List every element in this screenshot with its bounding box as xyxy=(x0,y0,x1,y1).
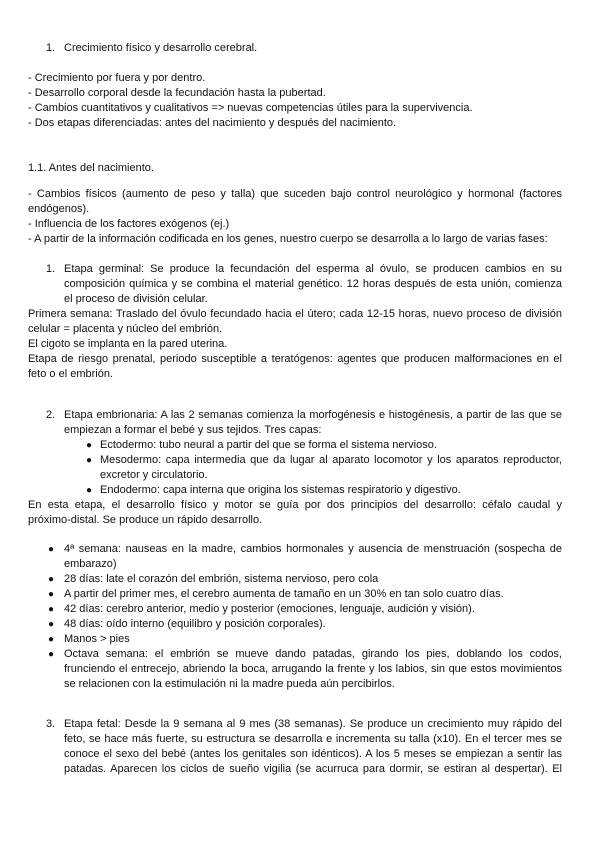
fetal-line-1: Etapa fetal: Desde la 9 semana al 9 mes (38 semanas). Se produce un crecimiento muy rápido del xyxy=(64,718,562,730)
germinal-note-4: Etapa de riesgo prenatal, periodo susceptible a teratógenos: agentes que producen malformaciones en el xyxy=(28,353,562,365)
milestone-octava-semana-cont-1: frunciendo el entrecejo, abriendo la boca, arrugando la frente y los labios, sin que estos movimientos xyxy=(64,663,562,675)
intro-line-4: - Dos etapas diferenciadas: antes del nacimiento y después del nacimiento. xyxy=(28,117,397,129)
milestone-bullet-1: ● xyxy=(48,544,55,555)
subsection-heading: 1.1. Antes del nacimiento. xyxy=(28,162,154,174)
embrionaria-line-1: Etapa embrionaria: A las 2 semanas comienza la morfogénesis e histogénesis, a partir de las que se xyxy=(64,409,562,421)
germinal-line-3: el proceso de división celular. xyxy=(64,293,208,305)
milestone-manos-pies: Manos > pies xyxy=(64,633,130,645)
milestone-bullet-6: ● xyxy=(48,634,55,645)
milestone-bullet-5: ● xyxy=(48,619,55,630)
milestone-bullet-2: ● xyxy=(48,574,55,585)
germinal-note-3: El cigoto se implanta en la pared uterina. xyxy=(28,338,228,350)
germinal-note-1: Primera semana: Traslado del óvulo fecundado hacia el útero; cada 12-15 horas, nuevo proceso de división xyxy=(28,308,562,320)
sub-intro-line-3: - Influencia de los factores exógenos (ej.) xyxy=(28,218,230,230)
layer-endodermo: Endodermo: capa interna que origina los sistemas respiratorio y digestivo. xyxy=(100,484,461,496)
intro-line-1: - Crecimiento por fuera y por dentro. xyxy=(28,72,206,84)
milestone-bullet-7: ● xyxy=(48,649,55,660)
embrionaria-note-1: En esta etapa, el desarrollo físico y motor se guía por dos principios del desarrollo: céfalo caudal y xyxy=(28,499,562,511)
intro-line-3: - Cambios cuantitativos y cualitativos => nuevas competencias útiles para la supervivencia. xyxy=(28,102,473,114)
embrionaria-number: 2. xyxy=(46,409,56,421)
layer-mesodermo: Mesodermo: capa intermedia que da lugar al aparato locomotor y los aparatos reproductor, xyxy=(100,454,562,466)
germinal-line-2: composición química y se combina el material genético. 12 horas después de esta unión, comienza xyxy=(64,278,562,290)
layer-bullet-3: ● xyxy=(86,485,93,496)
sub-intro-line-1: - Cambios físicos (aumento de peso y talla) que suceden bajo control neurológico y hormonal (factores xyxy=(28,188,562,200)
germinal-note-5: feto o el embrión. xyxy=(28,368,113,380)
embrionaria-line-2: empiezan a formar el bebé y sus tejidos. Tres capas: xyxy=(64,424,322,436)
milestone-bullet-4: ● xyxy=(48,604,55,615)
fetal-line-3: conoce el sexo del bebé (antes los genitales son idénticos). A los 5 meses se empiezan a sentir las xyxy=(64,748,562,760)
sub-intro-line-4: - A partir de la información codificada en los genes, nuestro cuerpo se desarrolla a lo largo de varias fases: xyxy=(28,233,548,245)
intro-line-2: - Desarrollo corporal desde la fecundación hasta la pubertad. xyxy=(28,87,326,99)
layer-bullet-1: ● xyxy=(86,440,93,451)
milestone-octava-semana-cont-2: se relacionen con la estimulación ni la madre pueda aún percibirlos. xyxy=(64,678,395,690)
milestone-28-dias: 28 días: late el corazón del embrión, sistema nervioso, pero cola xyxy=(64,573,379,585)
milestone-primer-mes: A partir del primer mes, el cerebro aumenta de tamaño en un 30% en tan solo cuatro días. xyxy=(64,588,504,600)
sub-intro-line-2: endógenos). xyxy=(28,203,90,215)
germinal-number: 1. xyxy=(46,263,56,275)
layer-ectodermo: Ectodermo: tubo neural a partir del que se forma el sistema nervioso. xyxy=(100,439,437,451)
milestone-4-semana: 4ª semana: nauseas en la madre, cambios hormonales y ausencia de menstruación (sospecha de xyxy=(64,543,562,555)
milestone-bullet-3: ● xyxy=(48,589,55,600)
embrionaria-note-2: próximo-distal. Se produce un rápido desarrollo. xyxy=(28,514,263,526)
fetal-line-4: patadas. Aparecen los ciclos de sueño vigilia (se acurruca para dormir, se estiran al despertar). El xyxy=(64,763,562,775)
milestone-octava-semana: Octava semana: el embrión se mueve dando patadas, girando los pies, doblando los codos, xyxy=(64,648,562,660)
fetal-line-2: feto, se hace más fuerte, su estructura se desarrolla e incrementa su talla (x10). En el tercer mes se xyxy=(64,733,562,745)
fetal-number: 3. xyxy=(46,718,56,730)
milestone-42-dias: 42 días: cerebro anterior, medio y posterior (emociones, lenguaje, audición y visión). xyxy=(64,603,475,615)
milestone-48-dias: 48 días: oído interno (equilibro y posición corporales). xyxy=(64,618,326,630)
germinal-line-1: Etapa germinal: Se produce la fecundación del esperma al óvulo, se producen cambios en su xyxy=(64,263,562,275)
layer-bullet-2: ● xyxy=(86,455,93,466)
germinal-note-2: celular = placenta y núcleo del embrión. xyxy=(28,323,223,335)
milestone-4-semana-cont: embarazo) xyxy=(64,558,117,570)
layer-mesodermo-cont: excretor y circulatorio. xyxy=(100,469,208,481)
heading-number: 1. xyxy=(46,42,56,54)
section-heading: Crecimiento físico y desarrollo cerebral. xyxy=(64,42,258,54)
